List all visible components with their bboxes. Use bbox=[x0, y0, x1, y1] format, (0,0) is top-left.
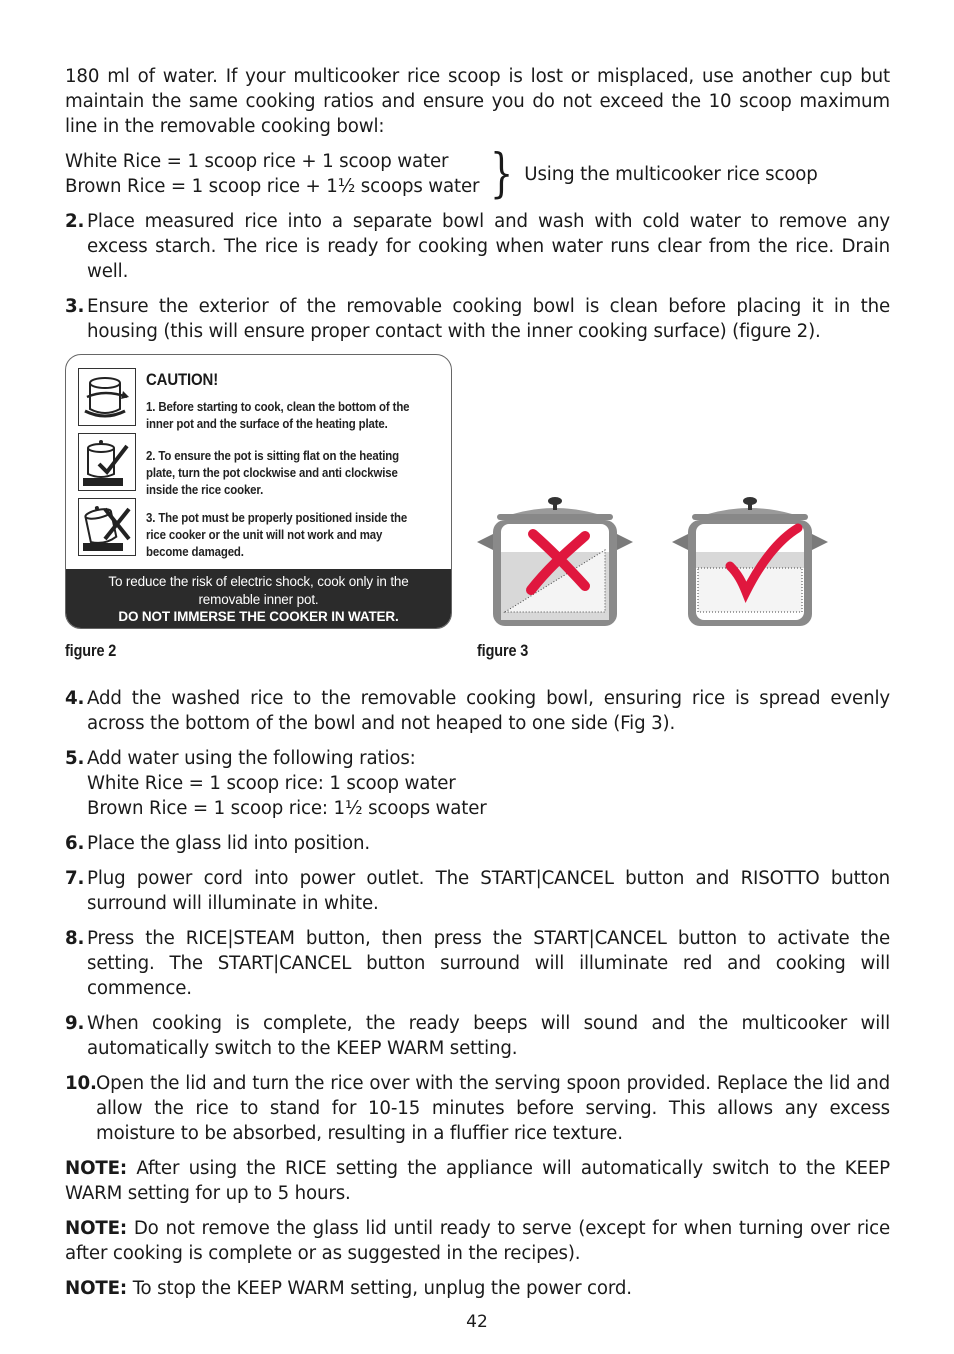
step-number: 8. bbox=[65, 928, 85, 949]
pot-cross-icon bbox=[78, 498, 136, 556]
step-text: Plug power cord into power outlet. The START|CANCEL button and RISOTTO button surround will illuminate in white. bbox=[87, 868, 890, 914]
step-number: 10. bbox=[65, 1073, 97, 1094]
note-label: NOTE: bbox=[65, 1158, 128, 1179]
note-label: NOTE: bbox=[65, 1278, 128, 1299]
note-label: NOTE: bbox=[65, 1218, 128, 1239]
step-text: Place measured rice into a separate bowl and wash with cold water to remove any excess starch. The rice is ready for cooking when water runs clear from the rice. Drain well. bbox=[87, 211, 890, 282]
step-item bbox=[65, 1011, 890, 1061]
step-line: White Rice = 1 scoop rice: 1 scoop water bbox=[87, 773, 456, 794]
note-paragraph bbox=[65, 1156, 890, 1206]
uneven-rice-bowl bbox=[477, 497, 633, 626]
step-item bbox=[65, 746, 890, 821]
page-number: 42 bbox=[466, 1312, 488, 1332]
warning-line-bold: DO NOT IMMERSE THE COOKER IN WATER. bbox=[118, 609, 399, 624]
note-paragraph bbox=[65, 1216, 890, 1266]
intro-paragraph: 180 ml of water. If your multicooker rice scoop is lost or misplaced, use another cup but maintain the same cooking ratios and ensure you do not exceed the 10 scoop maximum line in the removable cooking bowl: bbox=[65, 66, 890, 137]
step-number: 7. bbox=[65, 868, 85, 889]
step-text: Ensure the exterior of the removable cooking bowl is clean before placing it in the housing (this will ensure proper contact with the inner cooking surface) (figure 2). bbox=[87, 296, 890, 342]
step-item bbox=[65, 866, 890, 916]
caution-label-figure bbox=[65, 354, 452, 629]
step-item bbox=[65, 926, 890, 1001]
clean-pot-icon bbox=[78, 368, 136, 426]
figure-3-label: figure 3 bbox=[477, 641, 529, 660]
ratio-note: Using the multicooker rice scoop bbox=[524, 163, 818, 185]
white-rice-ratio: White Rice = 1 scoop rice + 1 scoop water bbox=[65, 151, 449, 172]
note-text: After using the RICE setting the appliance will automatically switch to the KEEP WARM setting for up to 5 hours. bbox=[65, 1158, 891, 1204]
step-item bbox=[65, 294, 890, 344]
step-number: 6. bbox=[65, 833, 85, 854]
step-text: Add the washed rice to the removable cooking bowl, ensuring rice is spread evenly across the bottom of the bowl and not heaped to one side (Fig 3). bbox=[87, 688, 890, 734]
steps-list-a bbox=[65, 209, 890, 344]
caution-warning-bar bbox=[66, 569, 451, 628]
step-number: 9. bbox=[65, 1013, 85, 1034]
page-content bbox=[65, 64, 890, 1301]
pot-check-icon bbox=[78, 433, 136, 491]
step-item bbox=[65, 831, 890, 856]
ratio-lines bbox=[65, 149, 479, 199]
caution-item: 3. The pot must be properly positioned inside the rice cooker or the unit will not work and may become damaged. bbox=[146, 510, 408, 559]
step-line: Brown Rice = 1 scoop rice: 1½ scoops water bbox=[87, 798, 487, 819]
step-line: Add water using the following ratios: bbox=[87, 748, 416, 769]
step-text: Open the lid and turn the rice over with the serving spoon provided. Replace the lid and allow the rice to stand for 10-15 minutes before serving. This allows any excess moisture to be absorbed, resulting in a fluffier rice texture. bbox=[96, 1073, 890, 1144]
caution-title: CAUTION! bbox=[146, 370, 219, 389]
brace-symbol: } bbox=[490, 144, 514, 204]
rice-bowls-figure bbox=[475, 494, 830, 629]
even-rice-bowl bbox=[672, 497, 828, 626]
step-text: When cooking is complete, the ready beeps will sound and the multicooker will automatically switch to the KEEP WARM setting. bbox=[87, 1013, 890, 1059]
figures-row bbox=[65, 354, 890, 676]
step-item bbox=[65, 686, 890, 736]
step-number: 3. bbox=[65, 296, 85, 317]
note-text: Do not remove the glass lid until ready to serve (except for when turning over rice after cooking is complete or as suggested in the recipes). bbox=[65, 1218, 890, 1264]
step-number: 5. bbox=[65, 748, 85, 769]
caution-item: 2. To ensure the pot is sitting flat on the heating plate, turn the pot clockwise and anti clockwise inside the rice cooker. bbox=[146, 448, 400, 497]
step-number: 2. bbox=[65, 211, 85, 232]
ratio-block bbox=[65, 144, 890, 204]
step-text: Place the glass lid into position. bbox=[87, 833, 371, 854]
warning-line: To reduce the risk of electric shock, cook only in the bbox=[108, 574, 409, 589]
steps-list-b bbox=[65, 686, 890, 1146]
warning-line: removable inner pot. bbox=[198, 591, 319, 607]
step-item bbox=[65, 1071, 890, 1146]
figure-2-label: figure 2 bbox=[65, 641, 117, 660]
brown-rice-ratio: Brown Rice = 1 scoop rice + 1½ scoops water bbox=[65, 176, 480, 197]
step-text: Press the RICE|STEAM button, then press the START|CANCEL button to activate the setting. The START|CANCEL button surround will illuminate red and cooking will commence. bbox=[87, 928, 890, 999]
caution-item: 1. Before starting to cook, clean the bottom of the inner pot and the surface of the heating plate. bbox=[146, 399, 410, 431]
step-number: 4. bbox=[65, 688, 85, 709]
note-paragraph bbox=[65, 1276, 890, 1301]
note-text: To stop the KEEP WARM setting, unplug the power cord. bbox=[132, 1278, 632, 1299]
step-text bbox=[87, 746, 890, 821]
step-item bbox=[65, 209, 890, 284]
